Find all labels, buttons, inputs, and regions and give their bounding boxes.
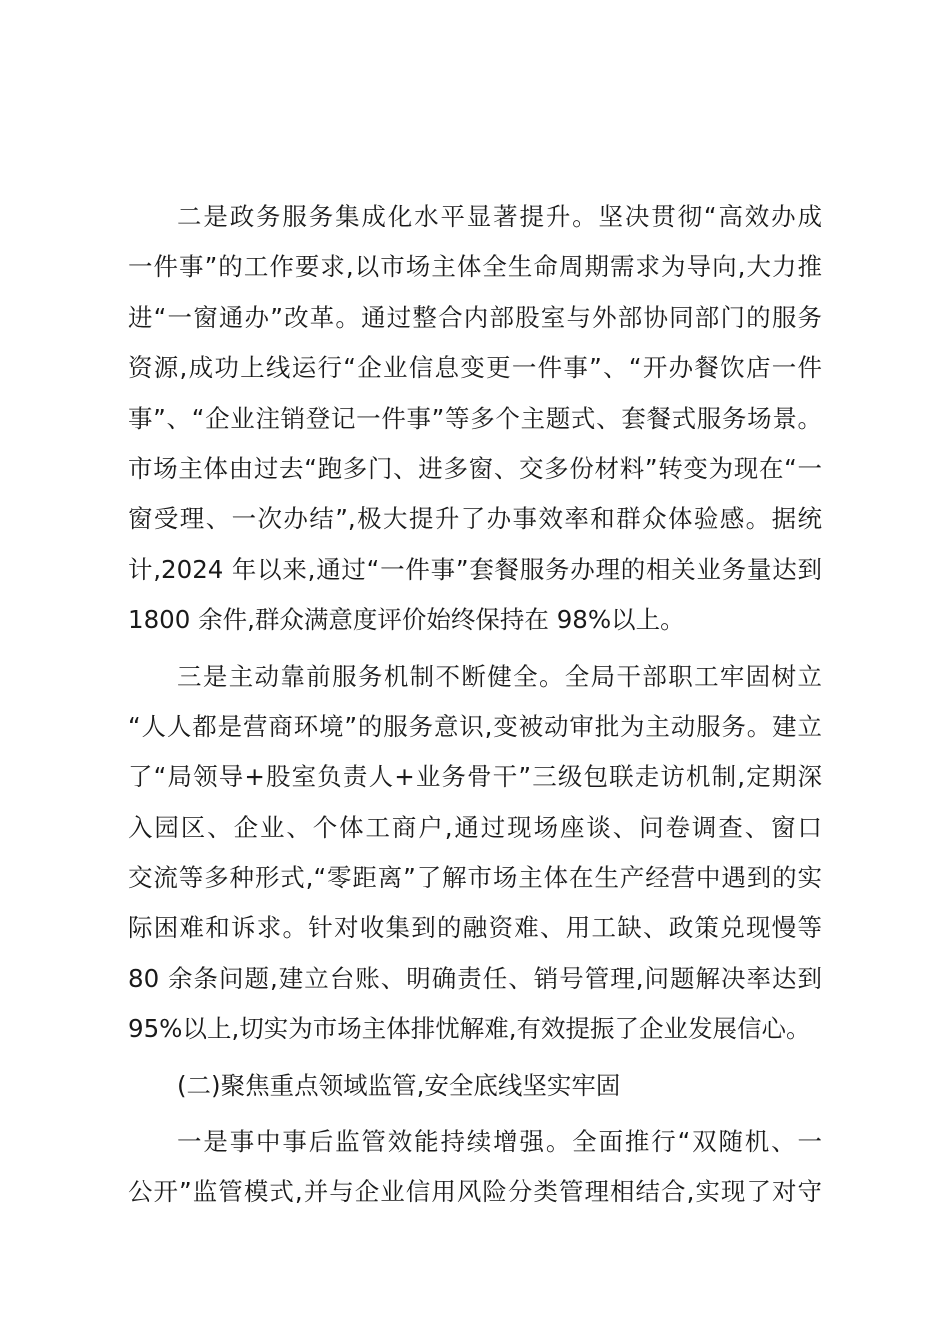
- text-line: 80 余条问题,建立台账、明确责任、销号管理,问题解决率达到: [128, 963, 822, 993]
- paragraph-supervision: [128, 1117, 822, 1218]
- paragraph-government-services: [128, 192, 822, 646]
- text-line: 际困难和诉求。针对收集到的融资难、用工缺、政策兑现慢等: [128, 913, 822, 943]
- text-line: 交流等多种形式,“零距离”了解市场主体在生产经营中遇到的实: [128, 863, 822, 893]
- text-line: 二是政务服务集成化水平显著提升。坚决贯彻“高效办成: [177, 202, 822, 231]
- text-line: 窗受理、一次办结”,极大提升了办事效率和群众体验感。据统: [128, 504, 822, 534]
- section-heading: [128, 1061, 822, 1111]
- text-line: “人人都是营商环境”的服务意识,变被动审批为主动服务。建立: [128, 711, 822, 741]
- text-line: 公开”监管模式,并与企业信用风险分类管理相结合,实现了对守: [128, 1177, 822, 1207]
- text-line: 95%以上,切实为市场主体排忧解难,有效提振了企业发展信心。: [128, 1014, 811, 1044]
- text-line: 入园区、企业、个体工商户,通过现场座谈、问卷调查、窗口: [128, 812, 822, 842]
- text-line: 事”、“企业注销登记一件事”等多个主题式、套餐式服务场景。: [128, 403, 822, 433]
- text-line: 市场主体由过去“跑多门、进多窗、交多份材料”转变为现在“一: [128, 453, 822, 483]
- text-line: 了“局领导+股室负责人+业务骨干”三级包联走访机制,定期深: [128, 762, 822, 792]
- document-body: [128, 192, 822, 1224]
- text-line: 三是主动靠前服务机制不断健全。全局干部职工牢固树立: [177, 661, 822, 691]
- text-line: 资源,成功上线运行“企业信息变更一件事”、“开办餐饮店一件: [128, 353, 822, 383]
- text-line: 一是事中事后监管效能持续增强。全面推行“双随机、一: [177, 1127, 822, 1157]
- text-line: 计,2024 年以来,通过“一件事”套餐服务办理的相关业务量达到: [128, 554, 822, 584]
- paragraph-proactive-service: [128, 652, 822, 1055]
- heading-line: (二)聚焦重点领域监管,安全底线坚实牢固: [177, 1070, 621, 1100]
- text-line: 一件事”的工作要求,以市场主体全生命周期需求为导向,大力推: [128, 252, 822, 282]
- text-line: 进“一窗通办”改革。通过整合内部股室与外部协同部门的服务: [128, 302, 822, 332]
- text-line: 1800 余件,群众满意度评价始终保持在 98%以上。: [128, 605, 685, 635]
